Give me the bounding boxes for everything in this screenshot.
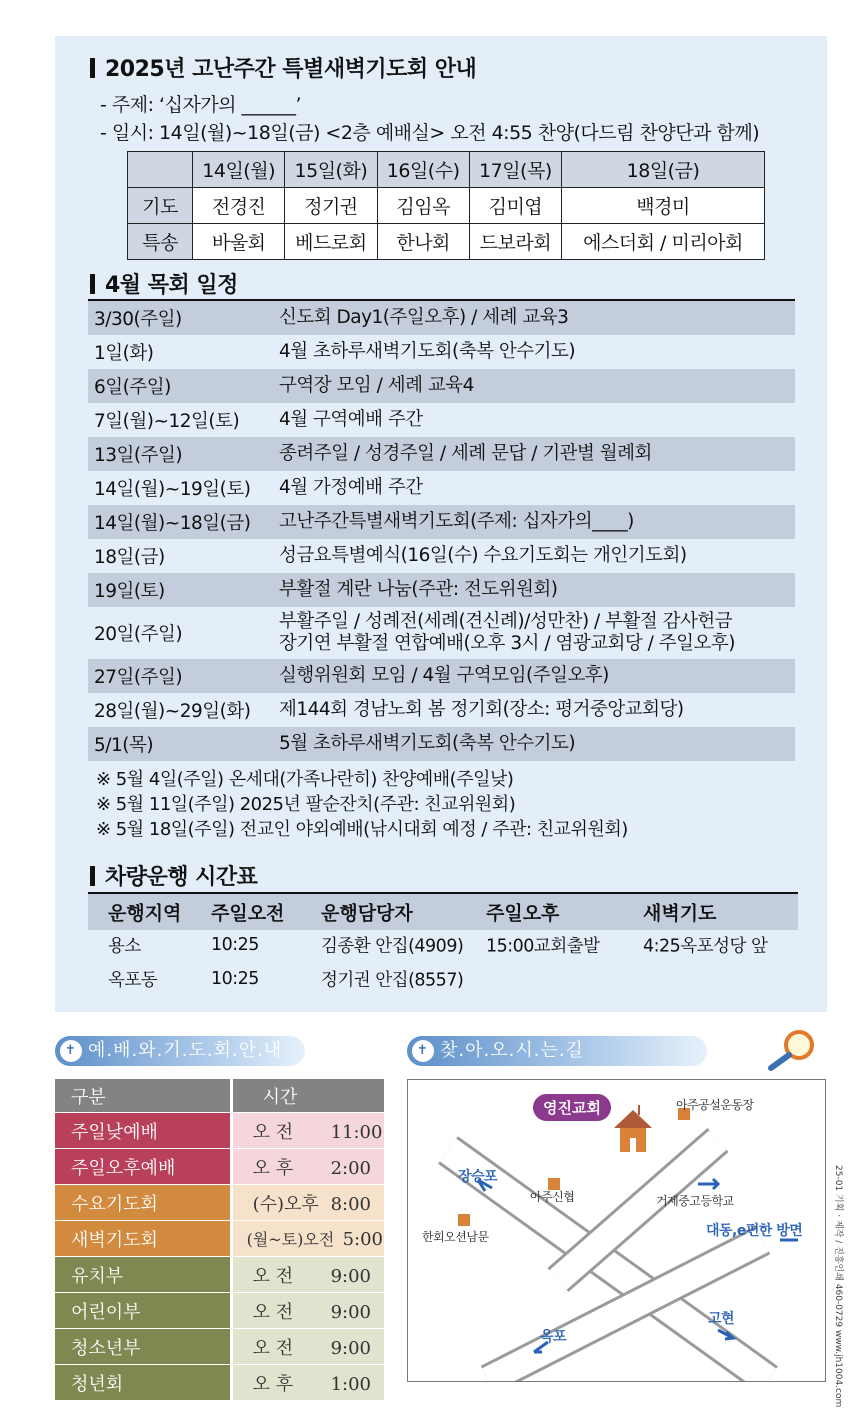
- april-schedule-title: 4월 목회 일정: [90, 268, 238, 299]
- table-cell: 한나회: [377, 224, 469, 260]
- list-item: 6일(주일) 구역장 모임 / 세례 교육4: [88, 369, 795, 403]
- list-item: 14일(월)~18일(금) 고난주간특별새벽기도회(주제: 십자가의____): [88, 505, 795, 539]
- table-cell: 김미엽: [469, 188, 561, 224]
- table-cell: [128, 152, 193, 188]
- directions-map: [407, 1079, 826, 1382]
- map-label-daedong: 대동,e편한 방면: [706, 1223, 803, 1239]
- table-cell: 16일(수): [377, 152, 469, 188]
- table-cell: 에스더회 / 미리아회: [562, 224, 765, 260]
- map-label-hanhoe: 한회오션남문: [422, 1230, 489, 1244]
- map-label-okpo: 옥포: [540, 1329, 567, 1345]
- table-cell: 드보라회: [469, 224, 561, 260]
- bus-table-header: 운행지역 주일오전 운행담당자 주일오후 새벽기도: [88, 892, 798, 930]
- worship-guide-title: ✝ 예.배.와.기.도.회.안.내: [55, 1036, 305, 1066]
- table-row: [128, 224, 765, 260]
- title-bar: [90, 274, 95, 294]
- map-label-jangseungpo: 장승포: [458, 1169, 498, 1185]
- prayer-theme: - 주제: ‘십자가의 ______’: [100, 94, 302, 116]
- note-item: ※ 5월 18일(주일) 전교인 야외예배(낚시대회 예정 / 주관: 친교위원회): [96, 819, 628, 840]
- table-cell: 15일(화): [285, 152, 377, 188]
- map-label-highschool: 거제중고등학교: [656, 1194, 734, 1208]
- directions-title: ✝ 찾.아.오.시.는.길: [407, 1036, 707, 1066]
- table-row: 새벽기도회 (월~토)오전 5:00: [55, 1221, 384, 1257]
- table-cell: 백경미: [562, 188, 765, 224]
- list-item: 14일(월)~19일(토) 4월 가정예배 주간: [94, 477, 423, 500]
- dove-icon: ✝: [412, 1040, 434, 1062]
- table-row: 주일오후예배 오 후 2:00: [55, 1149, 384, 1185]
- prayer-table-header: [128, 152, 765, 188]
- table-row: 어린이부 오 전 9:00: [55, 1293, 384, 1329]
- table-row: 주일낮예배 오 전 11:00: [55, 1113, 384, 1149]
- table-row: 청소년부 오 전 9:00: [55, 1329, 384, 1365]
- schedule-notes: [96, 767, 628, 842]
- table-cell: 특송: [128, 224, 193, 260]
- table-cell: 14일(월): [193, 152, 285, 188]
- prayer-schedule: - 일시: 14일(월)~18일(금) <2층 예배실> 오전 4:55 찬양(다드림 찬양단과 함께): [100, 122, 760, 144]
- worship-table-header: 구분 시간: [55, 1079, 384, 1113]
- table-row: 유치부 오 전 9:00: [55, 1257, 384, 1293]
- list-item: 13일(주일) 종려주일 / 성경주일 / 세례 문답 / 기관별 월례회: [88, 437, 795, 471]
- worship-table: [55, 1079, 384, 1401]
- table-cell: 기도: [128, 188, 193, 224]
- list-item: 7일(월)~12일(토) 4월 구역예배 주간: [94, 409, 423, 432]
- title-bar: [90, 58, 95, 78]
- table-cell: 18일(금): [562, 152, 765, 188]
- table-cell: 17일(목): [469, 152, 561, 188]
- list-item: 27일(주일) 실행위원회 모임 / 4월 구역모임(주일오후): [88, 659, 795, 693]
- table-cell: 바울회: [193, 224, 285, 260]
- table-cell: 정기권: [285, 188, 377, 224]
- april-schedule-list: [88, 299, 795, 761]
- bus-schedule-title: 차량운행 시간표: [90, 860, 257, 891]
- table-cell: 베드로회: [285, 224, 377, 260]
- table-row: 청년회 오 후 1:00: [55, 1365, 384, 1401]
- note-item: ※ 5월 4일(주일) 온세대(가족나란히) 찬양예배(주일낮): [96, 769, 514, 790]
- list-item: 3/30(주일) 신도회 Day1(주일오후) / 세례 교육3: [88, 301, 795, 335]
- note-item: ※ 5월 11일(주일) 2025년 팔순잔치(주관: 친교위원회): [96, 794, 516, 815]
- dove-icon: ✝: [60, 1040, 82, 1062]
- list-item: 20일(주일) 부활주일 / 성례전(세례(견신례)/성만찬) / 부활절 감사헌금 장기연 부활절 연합예배(오후 3시 / 염광교회당 / 주일오후): [94, 611, 735, 654]
- church-label: 영진교회: [533, 1094, 611, 1121]
- map-label-stadium: 아주공설운동장: [676, 1098, 754, 1112]
- map-label-goheon: 고현: [708, 1311, 735, 1327]
- table-cell: 전경진: [193, 188, 285, 224]
- prayer-table: [127, 151, 765, 260]
- list-item: 1일(화) 4월 초하루새벽기도회(축복 안수기도): [94, 341, 576, 364]
- map-label-aju-shinhyup: 아주신협: [530, 1190, 575, 1204]
- table-row: [128, 188, 765, 224]
- table-row: 옥포동 10:25 정기권 안집(8557): [108, 969, 464, 991]
- table-row: 용소 10:25 김종환 안집(4909) 15:00교회출발 4:25옥포성당 앞: [108, 935, 768, 957]
- list-item: 28일(월)~29일(화) 제144회 경남노회 봄 정기회(장소: 평거중앙교회당): [94, 699, 684, 722]
- list-item: 19일(토) 부활절 계란 나눔(주관: 전도위원회): [88, 573, 795, 607]
- table-cell: 김임옥: [377, 188, 469, 224]
- title-bar: [90, 866, 95, 886]
- magnifier-icon: [765, 1027, 820, 1072]
- prayer-meeting-title: 2025년 고난주간 특별새벽기도회 안내: [90, 52, 476, 83]
- table-row: 수요기도회 (수)오후 8:00: [55, 1185, 384, 1221]
- list-item: 5/1(목) 5월 초하루새벽기도회(축복 안수기도): [88, 727, 795, 761]
- list-item: 18일(금) 성금요특별예식(16일(수) 수요기도회는 개인기도회): [94, 545, 687, 568]
- printer-credit: 25-01 기획 · 제작 / 진흥인쇄 460-0729 www.jh1004.com: [833, 1165, 843, 1408]
